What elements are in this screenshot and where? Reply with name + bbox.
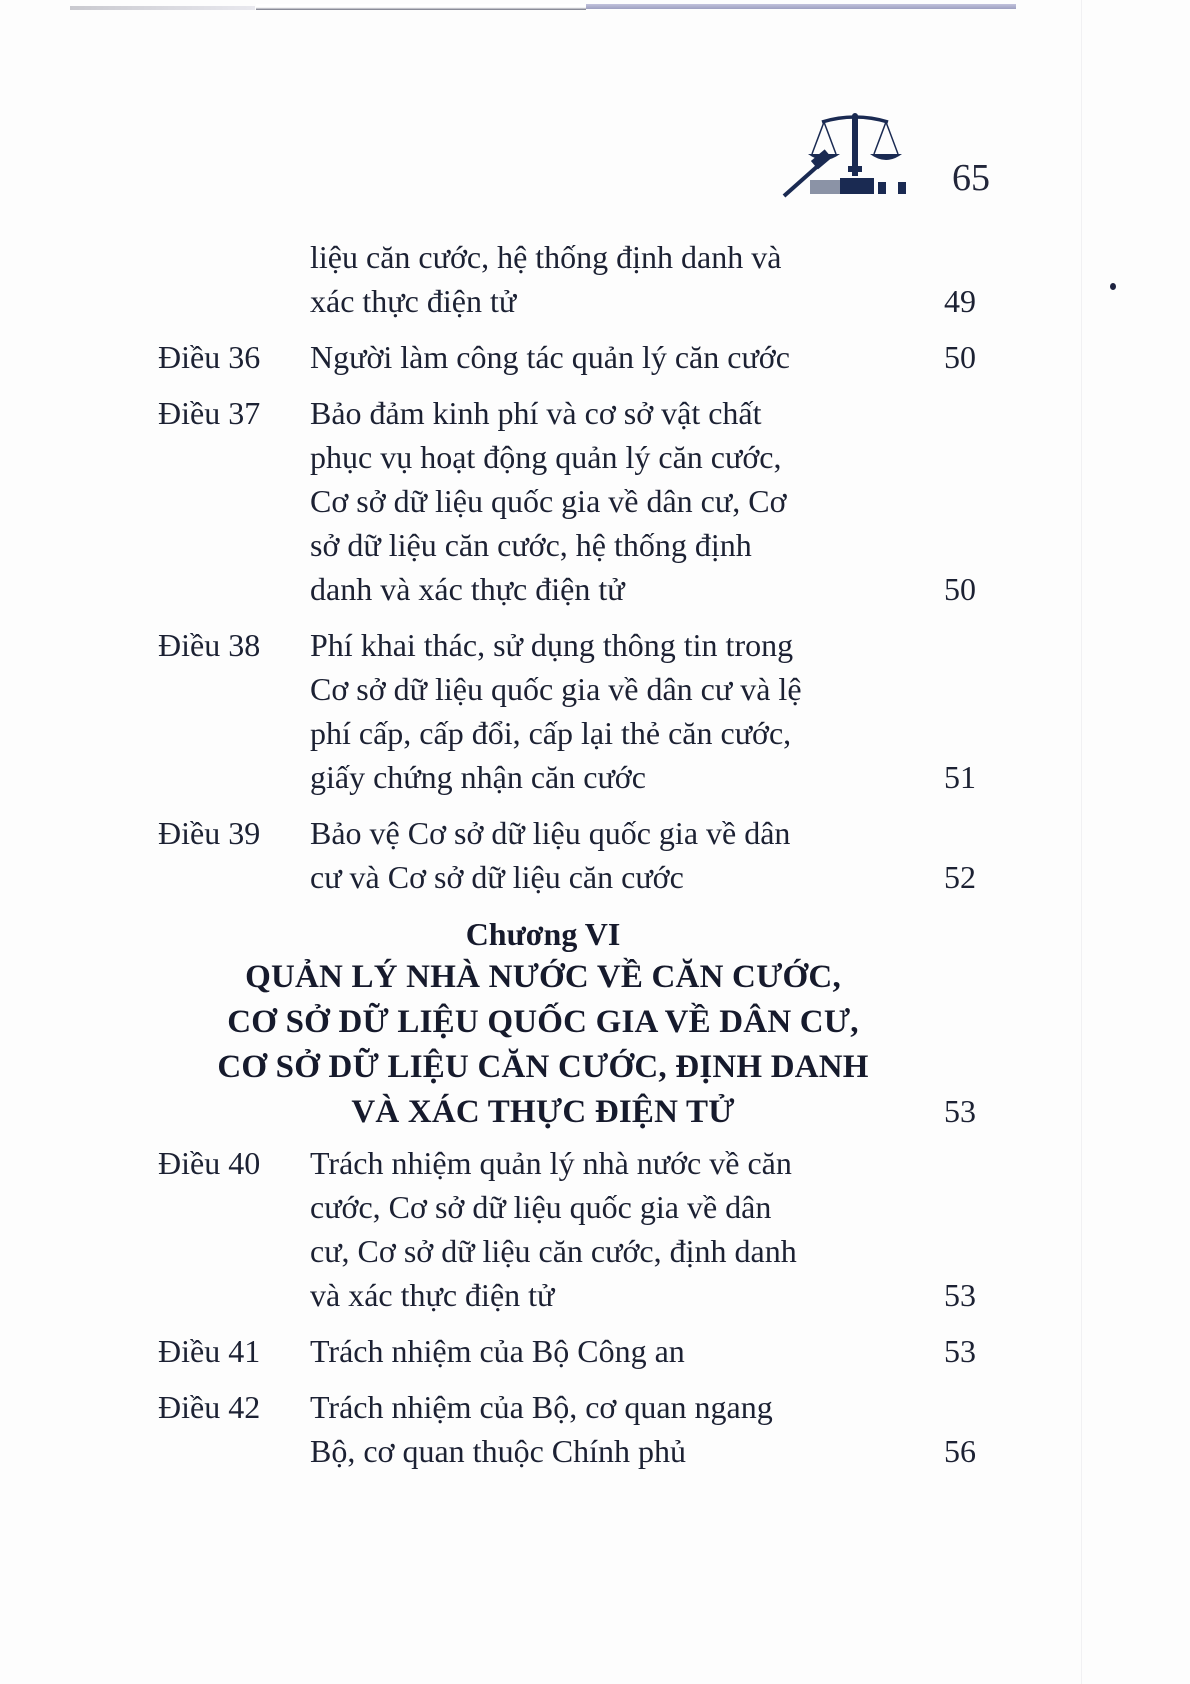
toc-title-line: sở dữ liệu căn cước, hệ thống định	[310, 527, 752, 563]
toc-title-line: xác thực điện tử	[310, 283, 517, 319]
toc-title-line: danh và xác thực điện tử	[310, 571, 625, 607]
toc-entry-title	[310, 1385, 915, 1473]
toc-entry-title	[310, 811, 915, 899]
toc-entry-title	[310, 623, 915, 799]
chapter-heading	[158, 913, 998, 1135]
toc-entry-title	[310, 391, 915, 611]
toc-entry	[158, 335, 998, 379]
toc-page-number: 51	[944, 759, 976, 795]
toc-title-line: phục vụ hoạt động quản lý căn cước,	[310, 439, 782, 475]
toc-title-line: phí cấp, cấp đổi, cấp lại thẻ căn cước,	[310, 715, 792, 751]
chapter-label: Chương VI	[465, 916, 621, 952]
toc-page-number: 52	[944, 859, 976, 895]
toc-entry	[158, 811, 998, 899]
toc-title-line: liệu căn cước, hệ thống định danh và	[310, 239, 782, 275]
toc-title-line: và xác thực điện tử	[310, 1277, 555, 1313]
scan-edge-right	[1081, 0, 1082, 1684]
toc-article-number: Điều 40	[158, 1145, 261, 1181]
toc-title-line: Bảo đảm kinh phí và cơ sở vật chất	[310, 395, 762, 431]
toc-entry-title	[310, 335, 915, 379]
toc-title-line: cư và Cơ sở dữ liệu căn cước	[310, 859, 684, 895]
scan-edge-segment	[256, 4, 586, 10]
toc-entry	[158, 1329, 998, 1373]
toc-title-line: Bộ, cơ quan thuộc Chính phủ	[310, 1433, 686, 1469]
chapter-title-line: CƠ SỞ DỮ LIỆU CĂN CƯỚC, ĐỊNH DANH	[217, 1049, 869, 1085]
toc-entry	[158, 1385, 998, 1473]
toc-page-number: 53	[944, 1333, 976, 1369]
toc-article-number: Điều 37	[158, 395, 261, 431]
toc-entry	[158, 235, 998, 323]
page-number: 65	[952, 157, 990, 199]
toc-entry-title	[310, 1141, 915, 1317]
toc-title-line: Người làm công tác quản lý căn cước	[310, 339, 790, 375]
toc-page-number: 49	[944, 283, 976, 319]
toc-page-number: 50	[944, 339, 976, 375]
chapter-title-line: VÀ XÁC THỰC ĐIỆN TỬ	[351, 1094, 735, 1130]
toc-page-number: 50	[944, 571, 976, 607]
page-header	[780, 108, 1010, 208]
toc-entry	[158, 391, 998, 611]
toc-title-line: Cơ sở dữ liệu quốc gia về dân cư và lệ	[310, 671, 802, 707]
scan-edge-segment	[586, 4, 1016, 9]
chapter-title-line: QUẢN LÝ NHÀ NƯỚC VỀ CĂN CƯỚC,	[245, 959, 841, 995]
chapter-title	[158, 955, 928, 1135]
toc-title-line: Trách nhiệm của Bộ, cơ quan ngang	[310, 1389, 773, 1425]
toc-title-line: Trách nhiệm quản lý nhà nước về căn	[310, 1145, 792, 1181]
toc-page-number: 53	[944, 1277, 976, 1313]
scales-of-justice-icon	[780, 108, 930, 203]
toc-title-line: Phí khai thác, sử dụng thông tin trong	[310, 627, 794, 663]
chapter-page-number: 53	[944, 1093, 976, 1129]
toc-title-line: Bảo vệ Cơ sở dữ liệu quốc gia về dân	[310, 815, 791, 851]
toc-title-line: Trách nhiệm của Bộ Công an	[310, 1333, 685, 1369]
toc-title-line: Cơ sở dữ liệu quốc gia về dân cư, Cơ	[310, 483, 787, 519]
toc-article-number: Điều 36	[158, 339, 261, 375]
toc-article-number: Điều 39	[158, 815, 261, 851]
toc-article-number: Điều 41	[158, 1333, 261, 1369]
toc-article-number: Điều 38	[158, 627, 261, 663]
toc-title-line: cước, Cơ sở dữ liệu quốc gia về dân	[310, 1189, 772, 1225]
toc-entry	[158, 1141, 998, 1317]
toc-article-number: Điều 42	[158, 1389, 261, 1425]
table-of-contents	[158, 235, 998, 1473]
chapter-title-line: CƠ SỞ DỮ LIỆU QUỐC GIA VỀ DÂN CƯ,	[227, 1004, 859, 1040]
toc-entry-title	[310, 1329, 915, 1373]
scan-edge-segment	[70, 6, 255, 10]
toc-title-line: giấy chứng nhận căn cước	[310, 759, 646, 795]
toc-entry-title	[310, 235, 915, 323]
toc-page-number: 56	[944, 1433, 976, 1469]
toc-title-line: cư, Cơ sở dữ liệu căn cước, định danh	[310, 1233, 797, 1269]
scan-speck	[1110, 283, 1116, 290]
toc-entry	[158, 623, 998, 799]
scan-edge-top	[70, 4, 1075, 10]
